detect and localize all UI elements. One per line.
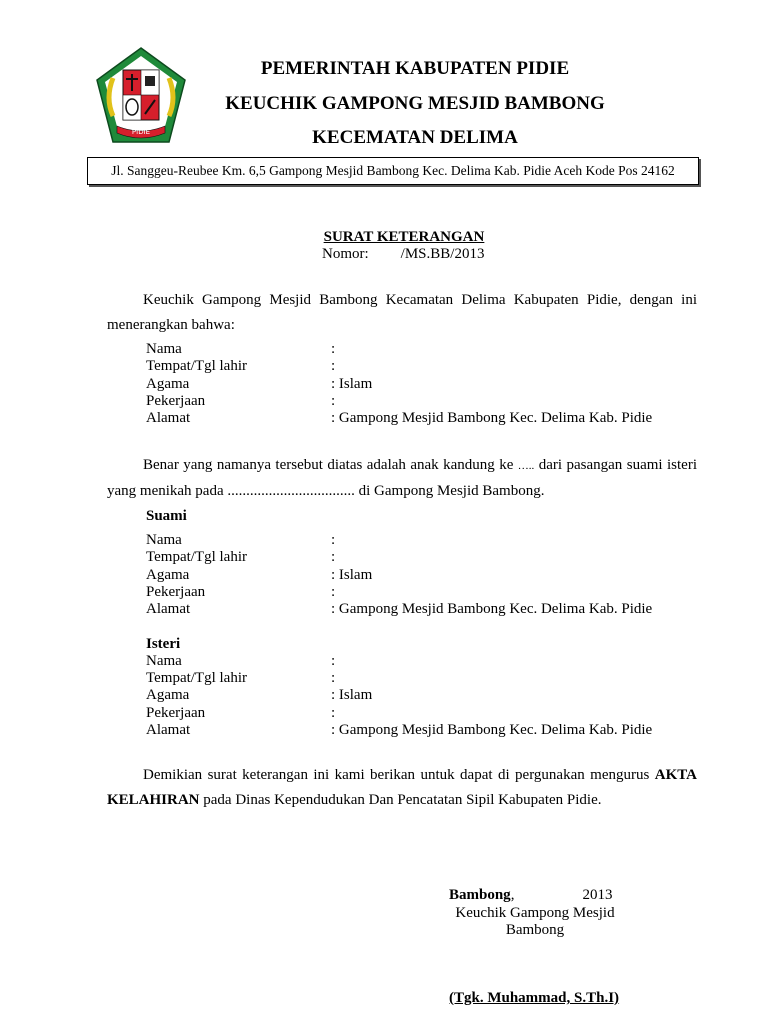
subject-name-value: : <box>331 341 336 357</box>
signature-place: Bambong <box>449 887 511 903</box>
husband-section-title: Suami <box>146 508 187 524</box>
husband-name-value: : <box>331 532 336 548</box>
wife-address-label: Alamat <box>146 722 191 738</box>
closing-bold-2: KELAHIRAN <box>107 792 200 808</box>
subject-address-value: : Gampong Mesjid Bambong Kec. Delima Kab. Pidie <box>331 410 653 426</box>
wife-address-value: : Gampong Mesjid Bambong Kec. Delima Kab. Pidie <box>331 722 653 738</box>
wife-name-label: Nama <box>146 653 182 669</box>
header-line-government: PEMERINTAH KABUPATEN PIDIE <box>260 58 570 79</box>
wife-occupation-label: Pekerjaan <box>146 705 206 721</box>
signatory-name: (Tgk. Muhammad, S.Th.I) <box>449 990 620 1006</box>
wife-religion-label: Agama <box>146 687 190 703</box>
address-box: Jl. Sanggeu-Reubee Km. 6,5 Gampong Mesjid Bambong Kec. Delima Kab. Pidie Aceh Kode Pos 24162 <box>87 157 699 185</box>
wife-section-title: Isteri <box>146 636 181 652</box>
husband-address-label: Alamat <box>146 601 191 617</box>
closing-line-1 <box>107 763 697 788</box>
signature-role <box>430 905 640 939</box>
closing-bold-1: AKTA <box>654 767 697 783</box>
statement-dots: ….. <box>517 460 535 472</box>
wife-religion-value: : Islam <box>331 687 373 703</box>
svg-text:PIDIE: PIDIE <box>131 128 151 136</box>
statement-line-2: yang menikah pada .................................. di Gampong Mesjid Bambong. <box>107 483 545 499</box>
husband-occupation-value: : <box>331 584 336 600</box>
document-number <box>322 246 484 263</box>
intro-line-2: menerangkan bahwa: <box>107 317 235 333</box>
subject-birth-value: : <box>331 358 336 374</box>
subject-address-label: Alamat <box>146 410 191 426</box>
subject-birth-label: Tempat/Tgl lahir <box>146 358 248 374</box>
statement-part-1: Benar yang namanya tersebut diatas adalah anak kandung ke <box>143 457 514 473</box>
wife-birth-label: Tempat/Tgl lahir <box>146 670 248 686</box>
document-title <box>250 229 558 246</box>
husband-occupation-label: Pekerjaan <box>146 584 206 600</box>
closing-part-1: Demikian surat keterangan ini kami berikan untuk dapat di pergunakan mengurus <box>143 767 650 783</box>
signature-role-line-1: Keuchik Gampong Mesjid <box>455 905 615 921</box>
subject-name-label: Nama <box>146 341 182 357</box>
header-line-district: KECEMATAN DELIMA <box>312 127 518 148</box>
signature-place-date: Bambong, 2013 <box>449 887 613 903</box>
wife-name-value: : <box>331 653 336 669</box>
husband-name-label: Nama <box>146 532 182 548</box>
document-number-value: /MS.BB/2013 <box>400 246 485 262</box>
statement-part-2: dari pasangan suami isteri <box>538 457 697 473</box>
subject-religion-value: : Islam <box>331 376 373 392</box>
husband-birth-label: Tempat/Tgl lahir <box>146 549 248 565</box>
document-title-heading: SURAT KETERANGAN <box>323 229 485 245</box>
statement-paragraph <box>107 453 697 504</box>
subject-occupation-value: : <box>331 393 336 409</box>
closing-line-2 <box>107 788 697 813</box>
subject-occupation-label: Pekerjaan <box>146 393 206 409</box>
husband-birth-value: : <box>331 549 336 565</box>
signature-role-line-2: Bambong <box>505 922 565 938</box>
intro-paragraph <box>107 288 697 338</box>
husband-religion-value: : Islam <box>331 567 373 583</box>
closing-part-2: pada Dinas Kependudukan Dan Pencatatan Sipil Kabupaten Pidie. <box>203 792 602 808</box>
wife-birth-value: : <box>331 670 336 686</box>
wife-occupation-value: : <box>331 705 336 721</box>
header-line-village-head: KEUCHIK GAMPONG MESJID BAMBONG <box>225 93 605 114</box>
statement-line-1 <box>107 453 697 479</box>
husband-religion-label: Agama <box>146 567 190 583</box>
intro-line-1: Keuchik Gampong Mesjid Bambong Kecamatan Delima Kabupaten Pidie, dengan ini <box>143 292 697 308</box>
subject-religion-label: Agama <box>146 376 190 392</box>
husband-address-value: : Gampong Mesjid Bambong Kec. Delima Kab. Pidie <box>331 601 653 617</box>
signature-year: 2013 <box>582 887 613 903</box>
document-number-label: Nomor: <box>322 246 369 262</box>
closing-paragraph <box>107 763 697 813</box>
